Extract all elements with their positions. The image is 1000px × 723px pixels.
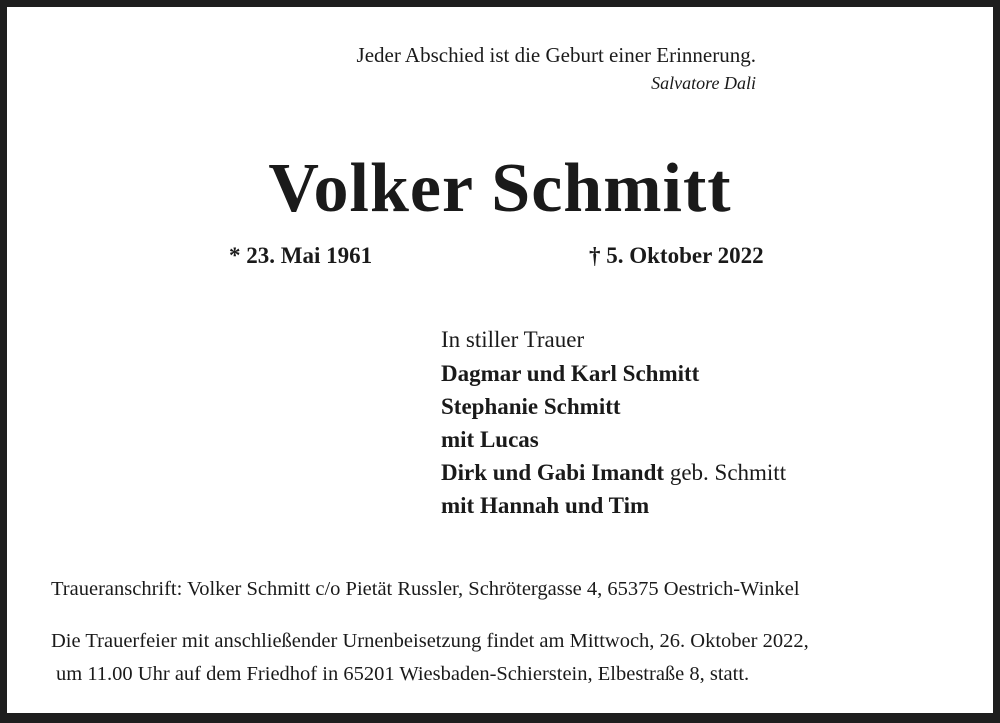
mourner-line: Stephanie Schmitt [441,394,621,419]
quote: Jeder Abschied ist die Geburt einer Erinnerung. [356,43,756,67]
ceremony-line-1: Die Trauerfeier mit anschließender Urnenbeisetzung findet am Mittwoch, 26. Oktober 2022, [51,630,809,652]
mourner-line: mit Hannah und Tim [441,493,650,518]
mourner-line-with-suffix [441,460,786,486]
mourner-line: Dagmar und Karl Schmitt [441,361,700,386]
mourner-name: Dirk und Gabi Imandt [441,460,665,485]
deceased-name: Volker Schmitt [268,150,732,227]
mourners-intro: In stiller Trauer [441,327,585,352]
quote-author: Salvatore Dali [651,73,756,93]
ceremony-line-2: um 11.00 Uhr auf dem Friedhof in 65201 Wiesbaden-Schierstein, Elbestraße 8, statt. [56,663,750,685]
mourner-suffix: geb. Schmitt [669,460,787,485]
obituary-notice [7,7,993,713]
mourning-address: Traueranschrift: Volker Schmitt c/o Pietät Russler, Schrötergasse 4, 65375 Oestrich-Winkel [51,578,800,600]
death-date: † 5. Oktober 2022 [589,243,764,268]
birth-date: * 23. Mai 1961 [229,243,373,268]
mourner-line: mit Lucas [441,427,539,452]
